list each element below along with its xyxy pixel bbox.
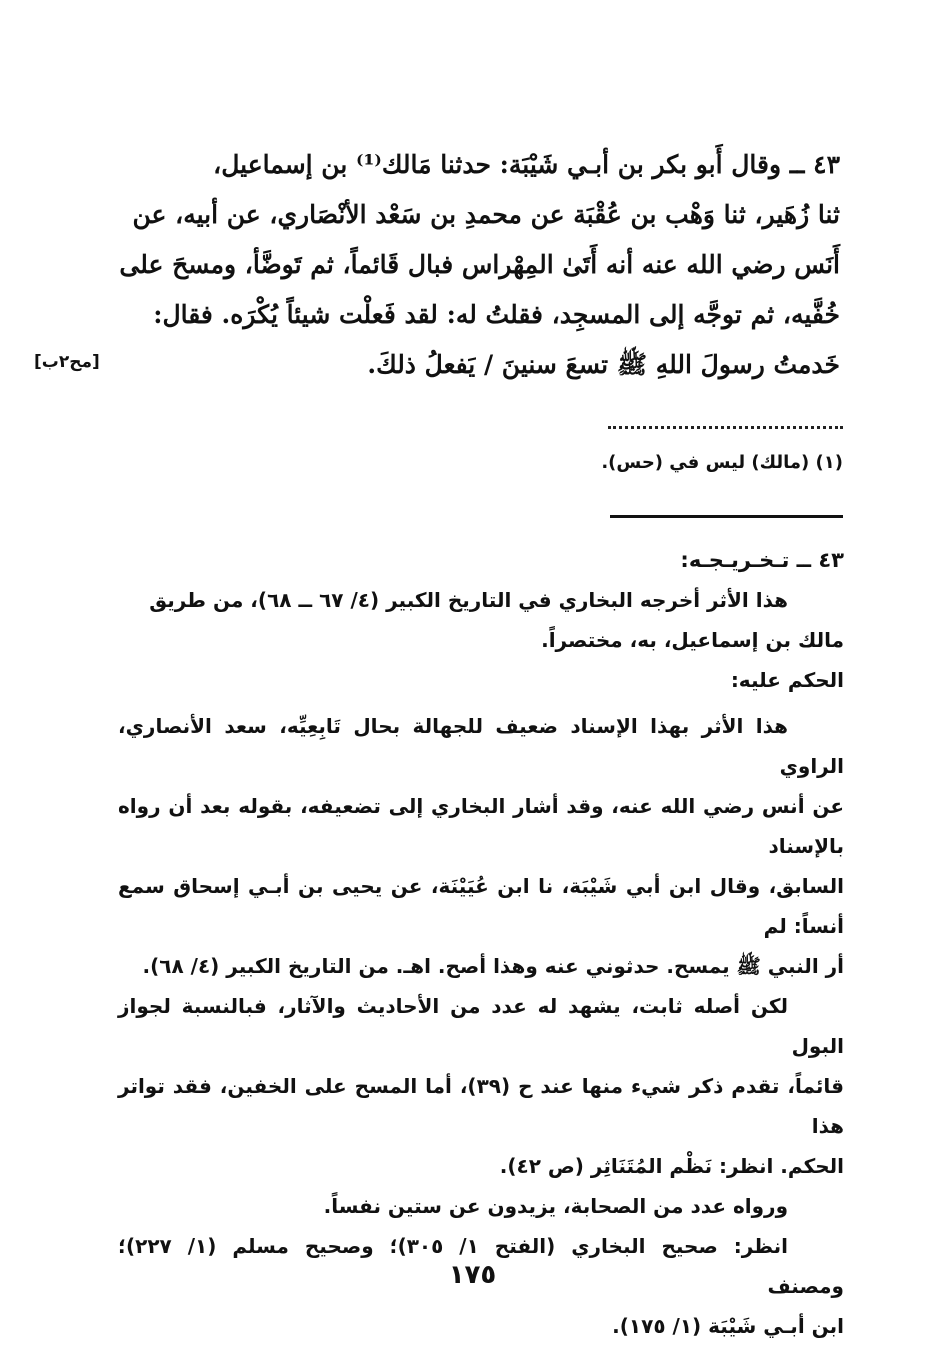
hadith-line: أَنَس رضي الله عنه أنه أَتَىٰ المِهْراس فبال قَائماً، ثم تَوضَّأ، ومسحَ على: [119, 250, 840, 279]
manuscript-margin-reference: [مح٢ب]: [34, 352, 100, 372]
hadith-line: خُفَّيه، ثم توجَّه إلى المسجِد، فقلتُ له: لقد فَعلْت شيئاً يُكْرَه. فقال:: [153, 300, 840, 329]
section-divider: [610, 515, 843, 518]
ruling-paragraph-line: هذا الأثر بهذا الإسناد ضعيف للجهالة بحال تَابِعِيِّه، سعد الأنصاري، الراوي: [118, 714, 844, 778]
support-paragraph-line: لكن أصله ثابت، يشهد له عدد من الأحاديث والآثار، فبالنسبة لجواز البول: [118, 994, 844, 1058]
hadith-line: ثنا زُهَير، ثنا وَهْب بن عُقْبَة عن محمدِ بن سَعْد الأنْصَاري، عن أبيه، عن: [132, 200, 840, 229]
page-number: ١٧٥: [448, 1260, 497, 1290]
takhrij-section: [118, 540, 844, 1346]
footnote-dotted-divider: [608, 426, 843, 429]
support-paragraph-line: قائماً، تقدم ذكر شيء منها عند ح (٣٩)، أما المسح على الخفين، فقد تواتر هذا: [118, 1074, 844, 1138]
companions-paragraph-line: ورواه عدد من الصحابة، يزيدون عن ستين نفساً.: [323, 1194, 788, 1218]
takhrij-paragraph-line: مالك بن إسماعيل، به، مختصراً.: [541, 628, 844, 652]
support-paragraph-line: الحكم. انظر: نَظْم المُتَنَاثِر (ص ٤٢).: [499, 1154, 844, 1178]
hadith-text: [118, 140, 840, 390]
takhrij-heading: ٤٣ ــ تـخـريـجـه:: [680, 548, 844, 572]
ruling-paragraph-line: أر النبي ﷺ يمسح. حدثوني عنه وهذا أصح. اهـ. من التاريخ الكبير (٤/ ٦٨).: [142, 954, 844, 978]
ruling-heading: الحكم عليه:: [730, 668, 844, 692]
footnote: (١) (مالك) ليس في (حس).: [601, 452, 843, 473]
references-paragraph-line: ابن أبـي شَيْبَة (١/ ١٧٥).: [612, 1314, 844, 1338]
ruling-paragraph-line: عن أنس رضي الله عنه، وقد أشار البخاري إلى تضعيفه، بقوله بعد أن رواه بالإسناد: [118, 794, 844, 858]
ruling-paragraph-line: السابق، وقال ابن أبي شَيْبَة، نا ابن عُيَيْنَة، عن يحيى بن أبـي إسحاق سمع أنساً: لم: [118, 874, 844, 938]
takhrij-paragraph-line: هذا الأثر أخرجه البخاري في التاريخ الكبير (٤/ ٦٧ ــ ٦٨)، من طريق: [149, 588, 788, 612]
references-paragraph-line: انظر: صحيح البخاري (الفتح ١/ ٣٠٥)؛ وصحيح مسلم (١/ ٢٢٧)؛ ومصنف: [118, 1234, 844, 1298]
hadith-line: خَدمتُ رسولَ اللهِ ﷺ تسعَ سنينَ / يَفعلُ ذلكَ.: [367, 350, 840, 379]
hadith-line: ٤٣ ــ وقال أَبو بكر بن أبـي شَيْبَة: حدثنا مَالك⁽¹⁾ بن إسماعيل،: [213, 150, 840, 179]
